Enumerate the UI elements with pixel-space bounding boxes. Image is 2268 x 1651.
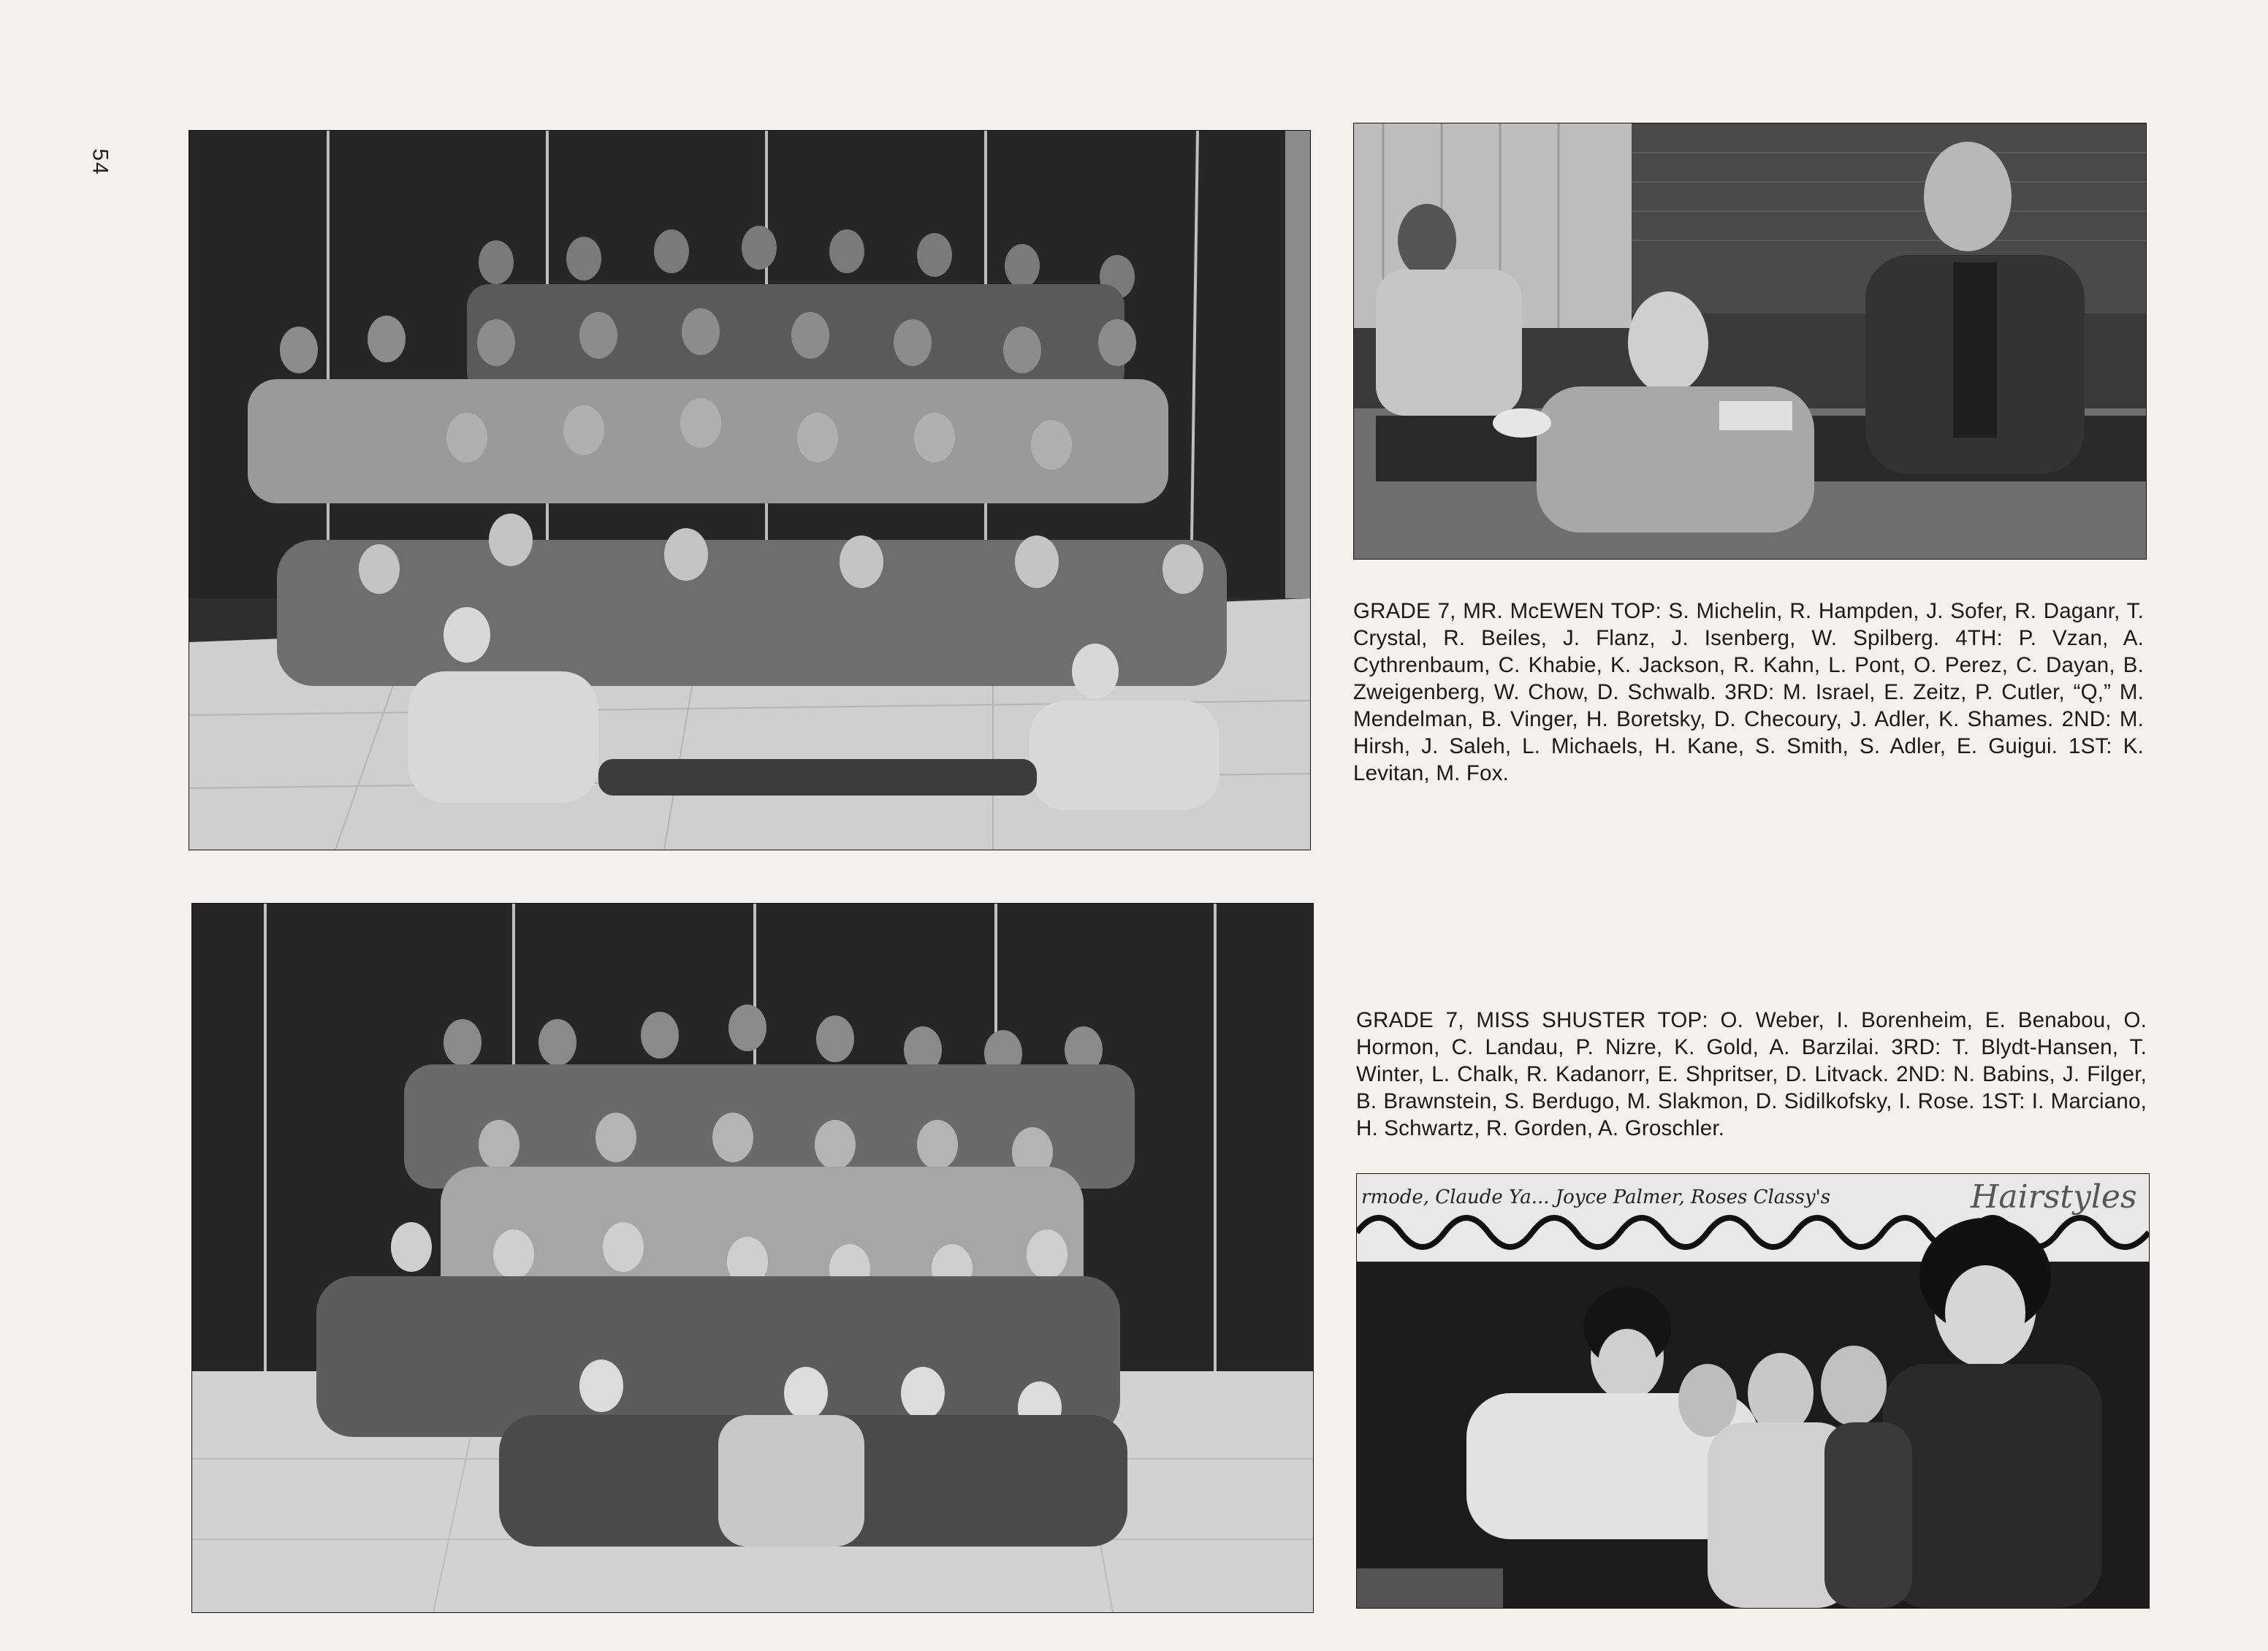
class-photo-shuster-image [192, 904, 1313, 1612]
sign-title-text: Hairstyles [1971, 1178, 2137, 1216]
hairstyles-photo-image [1357, 1174, 2149, 1608]
lunchroom-photo [1353, 123, 2147, 560]
sign-names-text: rmode, Claude Ya... Joyce Palmer, Roses Classy's [1361, 1186, 1831, 1208]
lunchroom-photo-image [1354, 123, 2146, 559]
caption-mcewen: GRADE 7, MR. McEWEN TOP: S. Michelin, R. Hampden, J. Sofer, R. Daganr, T. Crystal, R. Beiles, J. Flanz, J. Isenberg, W. Spilberg. 4TH: P. Vzan, A. Cythrenbaum, C. Khabie, K. Jackson, R. Kahn, L. Pont, O. Perez, C. Dayan, B. Zweigenberg, W. Chow, D. Schwalb. 3RD: M. Israel, E. Zeitz, P. Cutler, “Q,” M. Mendelman, B. Vinger, H. Boretsky, D. Checoury, J. Adler, K. Shames. 2ND: M. Hirsh, J. Saleh, L. Michaels, H. Kane, S. Smith, S. Adler, E. Guigui. 1ST: K. Levitan, M. Fox. [1353, 599, 2144, 785]
class-photo-mcewen-image [189, 131, 1310, 850]
class-photo-shuster [191, 903, 1314, 1613]
page-number: 54 [88, 148, 113, 176]
class-photo-mcewen [189, 130, 1311, 850]
caption-shuster: GRADE 7, MISS SHUSTER TOP: O. Weber, I. Borenheim, E. Benabou, O. Hormon, C. Landau, P. Nizre, K. Gold, A. Barzilai. 3RD: T. Blydt-Hansen, T. Winter, L. Chalk, R. Kadanorr, E. Shpritser, D. Litvack. 2ND: N. Babins, J. Filger, B. Brawnstein, S. Berdugo, M. Slakmon, D. Sidilkofsky, I. Rose. 1ST: I. Marciano, H. Schwartz, R. Gorden, A. Groschler. [1356, 1008, 2147, 1140]
hairstyles-photo [1356, 1173, 2150, 1609]
